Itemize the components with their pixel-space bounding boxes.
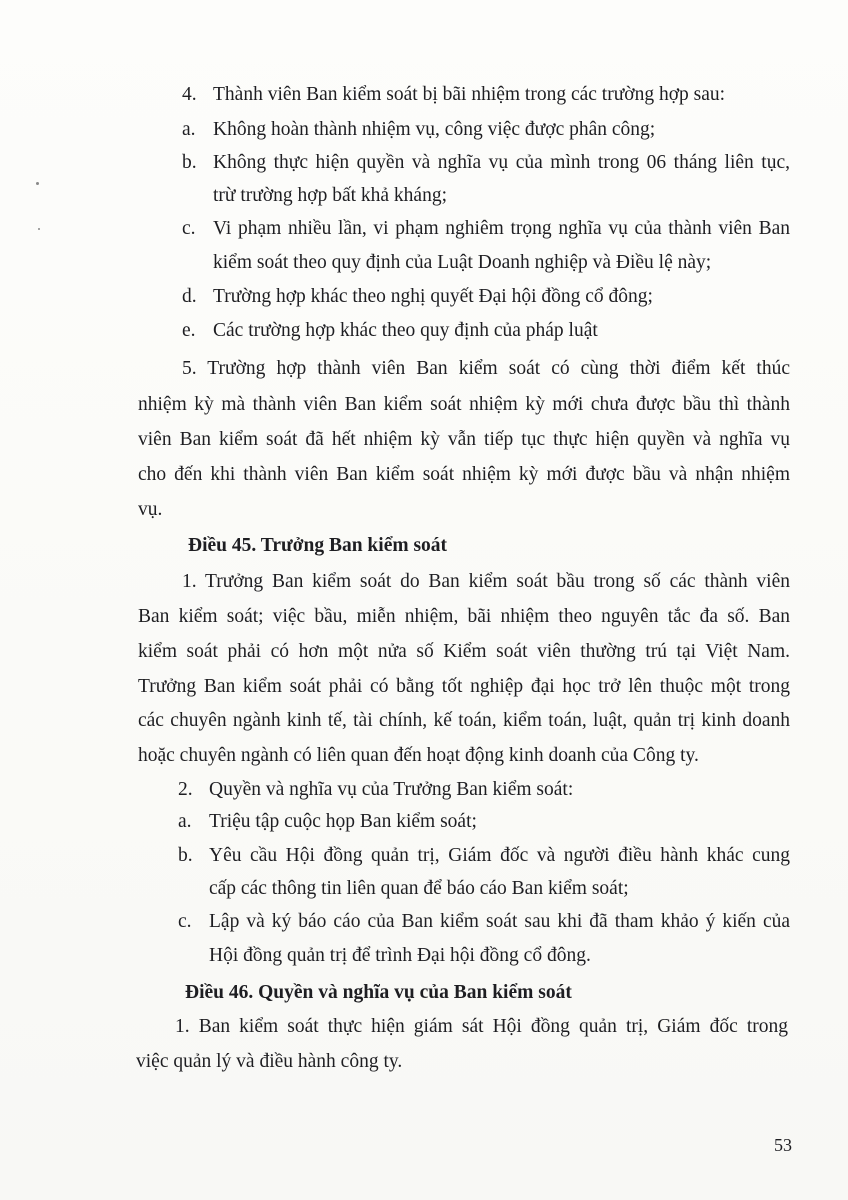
clause-text: Thành viên Ban kiểm soát bị bãi nhiệm trong các trường hợp sau:	[213, 84, 726, 105]
item-label: c.	[182, 218, 196, 239]
paragraph-line: các chuyên ngành kinh tế, tài chính, kế toán, kiểm toán, luật, quản trị kinh doanh	[138, 710, 790, 731]
page-number: 53	[774, 1135, 792, 1155]
item-text: kiểm soát theo quy định của Luật Doanh nghiệp và Điều lệ này;	[213, 252, 712, 273]
paragraph-line: 1. Ban kiểm soát thực hiện giám sát Hội đồng quản trị, Giám đốc trong	[175, 1016, 788, 1037]
item-label: c.	[178, 911, 192, 932]
paragraph-line: hoặc chuyên ngành có liên quan đến hoạt động kinh doanh của Công ty.	[138, 745, 699, 766]
item-text: Yêu cầu Hội đồng quản trị, Giám đốc và người điều hành khác cung	[209, 845, 790, 866]
item-text: trừ trường hợp bất khả kháng;	[213, 185, 448, 206]
paragraph-line: Ban kiểm soát; việc bầu, miễn nhiệm, bãi nhiệm theo nguyên tắc đa số. Ban	[138, 606, 790, 627]
paragraph-line: Trưởng Ban kiểm soát phải có bằng tốt nghiệp đại học trở lên thuộc một trong	[138, 676, 790, 697]
item-text: Không thực hiện quyền và nghĩa vụ của mình trong 06 tháng liên tục,	[213, 152, 790, 173]
paragraph-line: việc quản lý và điều hành công ty.	[136, 1051, 403, 1072]
scan-speck	[38, 228, 40, 230]
item-label: e.	[182, 320, 196, 341]
item-label: b.	[182, 152, 197, 173]
item-text: Lập và ký báo cáo của Ban kiểm soát sau khi đã tham khảo ý kiến của	[209, 911, 790, 932]
paragraph-line: kiểm soát phải có hơn một nửa số Kiểm soát viên thường trú tại Việt Nam.	[138, 641, 790, 662]
item-text: Trường hợp khác theo nghị quyết Đại hội đồng cổ đông;	[213, 286, 653, 307]
item-text: Triệu tập cuộc họp Ban kiểm soát;	[209, 811, 477, 832]
paragraph-line: nhiệm kỳ mà thành viên Ban kiểm soát nhiệm kỳ mới chưa được bầu thì thành	[138, 394, 790, 415]
scan-speck	[36, 182, 39, 185]
item-text: cấp các thông tin liên quan để báo cáo Ban kiểm soát;	[209, 878, 629, 899]
article-heading: Điều 46. Quyền và nghĩa vụ của Ban kiểm soát	[185, 982, 572, 1003]
paragraph-line: 1. Trưởng Ban kiểm soát do Ban kiểm soát bầu trong số các thành viên	[182, 571, 790, 592]
item-text: Hội đồng quản trị để trình Đại hội đồng cổ đông.	[209, 945, 591, 966]
article-heading: Điều 45. Trưởng Ban kiểm soát	[188, 535, 448, 556]
item-text: Các trường hợp khác theo quy định của pháp luật	[213, 320, 598, 341]
clause-number: 2.	[178, 779, 193, 800]
paragraph-line: 5. Trường hợp thành viên Ban kiểm soát có cùng thời điểm kết thúc	[182, 358, 790, 379]
item-text: Không hoàn thành nhiệm vụ, công việc được phân công;	[213, 119, 656, 140]
item-label: a.	[182, 119, 196, 140]
clause-number: 4.	[182, 84, 197, 105]
item-label: b.	[178, 845, 193, 866]
item-label: a.	[178, 811, 192, 832]
item-label: d.	[182, 286, 197, 307]
clause-text: Quyền và nghĩa vụ của Trưởng Ban kiểm soát:	[209, 779, 574, 800]
paragraph-line: vụ.	[138, 499, 163, 520]
paragraph-line: viên Ban kiểm soát đã hết nhiệm kỳ vẫn tiếp tục thực hiện quyền và nghĩa vụ	[138, 429, 790, 450]
paragraph-line: cho đến khi thành viên Ban kiểm soát nhiệm kỳ mới được bầu và nhận nhiệm	[138, 464, 790, 485]
item-text: Vi phạm nhiều lần, vi phạm nghiêm trọng nghĩa vụ của thành viên Ban	[213, 218, 790, 239]
